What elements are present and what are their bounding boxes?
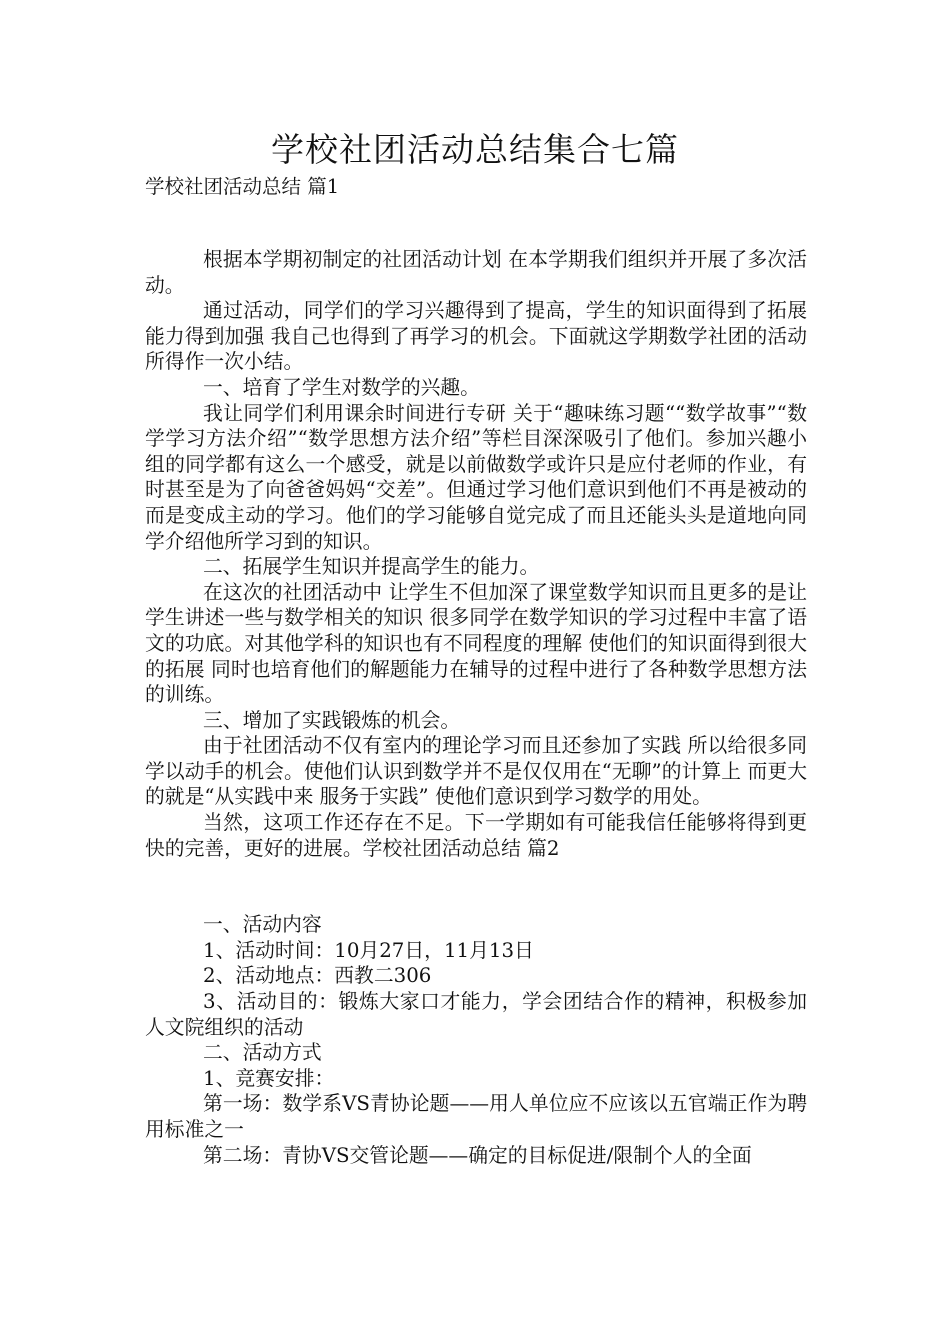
paragraph: 当然，这项工作还存在不足。下一学期如有可能我信任能够将得到更快的完善，更好的进展。学校社团活动总结 篇2 — [145, 811, 807, 860]
document-body — [145, 247, 807, 1168]
section-subtitle: 学校社团活动总结 篇1 — [145, 175, 340, 198]
paragraph: 第二场：青协VS交管论题——确定的目标促进/限制个人的全面 — [203, 1143, 752, 1167]
paragraph: 第一场：数学系VS青协论题——用人单位应不应该以五官端正作为聘用标准之一 — [145, 1092, 807, 1141]
paragraph: 根据本学期初制定的社团活动计划 在本学期我们组织并开展了多次活动。 — [145, 248, 807, 297]
paragraph: 通过活动，同学们的学习兴趣得到了提高，学生的知识面得到了拓展能力得到加强 我自己也得到了再学习的机会。下面就这学期数学社团的活动所得作一次小结。 — [145, 299, 807, 374]
list-item: 3、活动目的：锻炼大家口才能力，学会团结合作的精神，积极参加人文院组织的活动 — [145, 990, 807, 1039]
section-gap — [145, 861, 807, 912]
section-heading: 一、培育了学生对数学的兴趣。 — [203, 375, 480, 399]
document-title: 学校社团活动总结集合七篇 — [271, 130, 679, 169]
paragraph: 我让同学们利用课余时间进行专研 关于“趣味练习题““数学故事”“数学学习方法介绍”“数学思想方法介绍”等栏目深深吸引了他们。参加兴趣小组的同学都有这么一个感受，就是以前做数学或许只是应付老师的作业，有时甚至是为了向爸爸妈妈“交差”。但通过学习他们意识到他们不再是被动的而是变成主动的学习。他们的学习能够自觉完成了而且还能头头是道地向同学介绍他所学习到的知识。 — [145, 401, 807, 553]
section-heading: 二、拓展学生知识并提高学生的能力。 — [203, 555, 540, 579]
paragraph: 由于社团活动不仅有室内的理论学习而且还参加了实践 所以给很多同学以动手的机会。使他们认识到数学并不是仅仅用在“无聊”的计算上 而更大的就是“从实践中来 服务于实践” 使他们意识到学习数学的用处。 — [145, 734, 807, 809]
section-heading: 二、活动方式 — [203, 1041, 322, 1065]
paragraph: 在这次的社团活动中 让学生不但加深了课堂数学知识而且更多的是让学生讲述一些与数学相关的知识 很多同学在数学知识的学习过程中丰富了语文的功底。对其他学科的知识也有不同程度的理解 使他们的知识面得到很大的拓展 同时也培育他们的解题能力在辅导的过程中进行了各种数学思想方法的训练。 — [145, 580, 807, 707]
list-item: 1、竞赛安排： — [203, 1066, 335, 1090]
section-heading: 三、增加了实践锻炼的机会。 — [203, 708, 461, 732]
section-heading: 一、活动内容 — [203, 913, 322, 937]
list-item: 2、活动地点：西教二306 — [203, 964, 432, 988]
list-item: 1、活动时间：10月27日，11月13日 — [203, 938, 534, 962]
